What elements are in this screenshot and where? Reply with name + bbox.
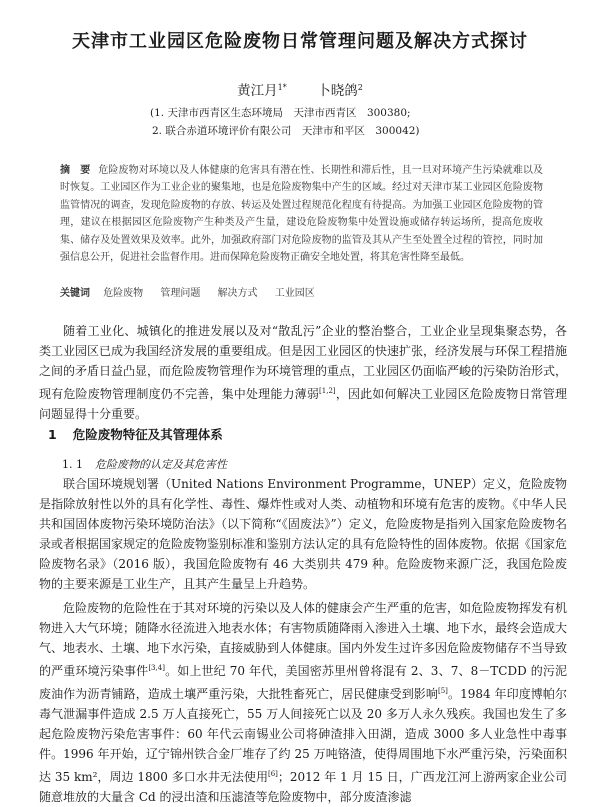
- affiliations: [150, 104, 470, 140]
- citation: [3,4]: [148, 664, 165, 672]
- author-name: 卜晓鸽: [317, 83, 358, 99]
- abstract: [60, 162, 543, 266]
- body-text: 。如上世纪 70 年代，美国密苏里州曾将混有 2、3、7、8－TCDD 的污泥废油作为沥青铺路，造成土壤严重污染，大批牲畜死亡，居民健康受到影响: [39, 664, 567, 701]
- author-line: [0, 79, 600, 99]
- keyword: 工业园区: [274, 288, 315, 299]
- abstract-label: 摘 要: [60, 165, 91, 176]
- subsection-title: 危险废物的认定及其危害性: [95, 458, 227, 471]
- subsection-number: 1. 1: [62, 458, 83, 471]
- affiliation-line: (1. 天津市西青区生态环境局 天津市西青区 300380;: [150, 107, 411, 119]
- author-mark: 2: [357, 83, 363, 92]
- introduction-paragraph: [39, 321, 567, 424]
- subsection-heading: [62, 456, 227, 472]
- section-heading: [48, 425, 223, 443]
- intro-tail: ，因此如何解决工业园区危险废物日常管理问题显得十分重要。: [39, 387, 567, 421]
- body-text: 危险废物的危险性在于其对环境的污染以及人体的健康会产生严重的危害，如危险废物挥发有机物进入大气环境；随降水径流进入地表水体；有害物质随降雨入渗进入土壤、地下水，最终会造成大气、地表水、土壤、地下水污染，直接威胁到人体健康。国内外发生过许多因危险废物储存不当导致的严重环境污染事件: [39, 601, 568, 678]
- section-number: 1: [48, 427, 57, 442]
- citation: [6]: [267, 770, 278, 778]
- affiliation-line: 2. 联合赤道环境评价有限公司 天津市和平区 300042): [152, 125, 420, 137]
- author-mark: 1*: [277, 83, 287, 92]
- section-title: 危险废物特征及其管理体系: [72, 427, 223, 442]
- abstract-text: 危险废物对环境以及人体健康的危害具有潜在性、长期性和滞后性，且一旦对环境产生污染就难以及时恢复。工业园区作为工业企业的聚集地，也是危险废物集中产生的区域。经过对天津市某工业园区危险废物监管情况的调查，发现危险废物的存放、转运及处置过程规范化程度有待提高。为加强工业园区危险废物的管理，建议在根据园区危险废物产生种类及产生量，建设危险废物集中处置设施或储存转运场所，提高危废收集、储存及处置效果及效率。此外，加强政府部门对危险废物的监管及其从产生至处置全过程的管控，同时加强信息公开，促进社会监督作用。进而保障危险废物正确安全地处置，将其危害性降至最低。: [60, 165, 544, 264]
- intro-text: 随着工业化、城镇化的推进发展以及对“散乱污”企业的整治整合，工业企业呈现集聚态势，各类工业园区已成为我国经济发展的重要组成。但是因工业园区的快速扩张，经济发展与环保工程措施之间的矛盾日益凸显，而危险废物管理作为环境管理的重点，工业园区仍面临严峻的污染防治形式，现有危险废物管理制度仍不完善，集中处理能力薄弱: [39, 324, 568, 401]
- paper-title: 天津市工业园区危险废物日常管理问题及解决方式探讨: [72, 31, 528, 52]
- citation: [1,2]: [319, 387, 336, 395]
- author-name: 黄江月: [237, 83, 278, 99]
- body-paragraph: 联合国环境规划署（United Nations Environment Programme，UNEP）定义，危险废物是指除放射性以外的具有化学性、毒性、爆炸性或对人类、动植物和环境有危害的废物。《中华人民共和国固体废物污染环境防治法》（以下简称“《固废法》”）定义，危险废物是指列入国家危险废物名录或者根据国家规定的危险废物鉴别标准和鉴别方法认定的具有危险特性的固体废物。依据《国家危险废物名录》（2016 版），我国危险废物有 46 大类别共 479 种。危险废物来源广泛，我国危险废物的主要来源是工业生产，且其产生量呈上升趋势。: [39, 477, 568, 591]
- keyword: 解决方式: [217, 288, 258, 299]
- body-text: ；2012 年 1 月 15 日，广西龙江河上游两家企业公司随意堆放的大量含 Cd 的浸出渣和压滤渣等危险废物中，部分废渣渗滤: [39, 770, 567, 804]
- keyword: 管理问题: [160, 288, 201, 299]
- keyword: 危险废物: [103, 288, 144, 299]
- keywords-label: 关键词: [60, 288, 90, 299]
- citation: [5]: [437, 687, 448, 695]
- body-paragraph: [39, 598, 567, 807]
- body-text: 。1984 年印度博帕尔毒气泄漏事件造成 2.5 万人直接死亡，55 万人间接死亡以及 20 多万人永久残疾。我国也发生了多起危险废物污染危害事件：60 年代云南锡业公司将砷渣排入田湖，造成 3000 多人业急性中毒事件。1996 年开始，辽宁锦州铁合金厂堆存了约 25 万吨铬渣，使得周围地下水严重污染，污染面积达 35 km²，周边 1800 多口水井无法使用: [39, 687, 567, 784]
- keywords: [60, 284, 543, 299]
